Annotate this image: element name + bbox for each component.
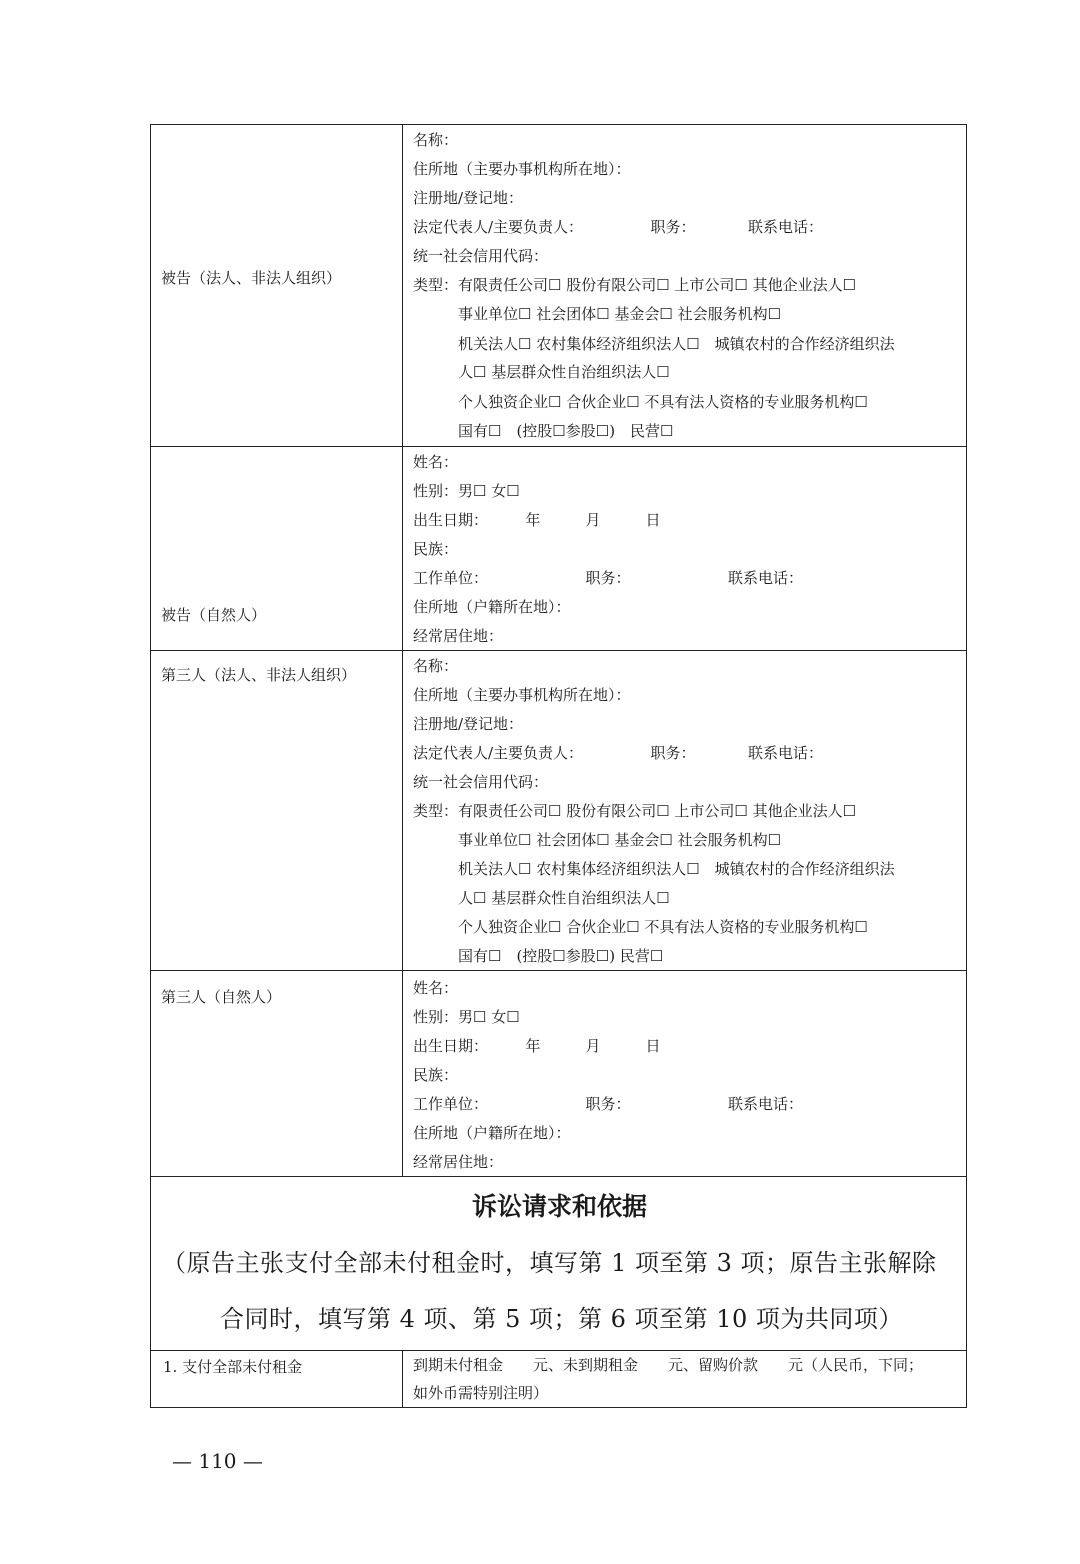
field-type-1: 类型：有限责任公司☐ 股份有限公司☐ 上市公司☐ 其他企业法人☐ [413, 802, 857, 820]
field-registration: 注册地/登记地： [413, 189, 524, 207]
field-employer: 工作单位： 职务： 联系电话： [413, 1095, 804, 1113]
field-household-domicile: 住所地（户籍所在地）： [413, 1124, 571, 1142]
field-ethnicity: 民族： [413, 1066, 459, 1084]
field-household-domicile: 住所地（户籍所在地）： [413, 598, 571, 616]
section-label-third-party-person: 第三人（自然人） [161, 988, 282, 1006]
field-name: 名称： [413, 131, 459, 149]
column-divider-claim [402, 1350, 403, 1408]
section-label-third-party-org: 第三人（法人、非法人组织） [161, 666, 357, 684]
field-type-3: 机关法人☐ 农村集体经济组织法人☐ 城镇农村的合作经济组织法 [413, 860, 895, 878]
claim-1-label: 1. 支付全部未付租金 [163, 1358, 303, 1376]
claims-title: 诉讼请求和依据 [471, 1192, 647, 1221]
field-type-3: 机关法人☐ 农村集体经济组织法人☐ 城镇农村的合作经济组织法 [413, 335, 895, 353]
field-employer: 工作单位： 职务： 联系电话： [413, 569, 804, 587]
field-gender: 性别：男☐ 女☐ [413, 482, 520, 500]
section-label-defendant-org: 被告（法人、非法人组织） [161, 269, 342, 287]
field-type-1: 类型：有限责任公司☐ 股份有限公司☐ 上市公司☐ 其他企业法人☐ [413, 276, 857, 294]
field-person-name: 姓名： [413, 453, 459, 471]
field-birthdate: 出生日期： 年 月 日 [413, 1037, 661, 1055]
field-domicile: 住所地（主要办事机构所在地）： [413, 686, 631, 704]
field-type-2: 事业单位☐ 社会团体☐ 基金会☐ 社会服务机构☐ [413, 831, 782, 849]
field-credit-code: 统一社会信用代码： [413, 247, 549, 265]
field-type-4: 人☐ 基层群众性自治组织法人☐ [413, 889, 670, 907]
row-divider [150, 1176, 967, 1177]
field-name: 名称： [413, 657, 459, 675]
field-residence: 经常居住地： [413, 1153, 504, 1171]
field-type-6: 国有☐ (控股☐参股☐) 民营☐ [413, 947, 664, 965]
field-type-6: 国有☐ (控股☐参股☐) 民营☐ [413, 422, 674, 440]
field-legal-rep: 法定代表人/主要负责人： 职务： 联系电话： [413, 744, 824, 762]
field-domicile: 住所地（主要办事机构所在地）： [413, 160, 631, 178]
row-divider [150, 650, 967, 651]
row-divider [150, 446, 967, 447]
field-type-2: 事业单位☐ 社会团体☐ 基金会☐ 社会服务机构☐ [413, 305, 782, 323]
field-gender: 性别：男☐ 女☐ [413, 1008, 520, 1026]
field-type-4: 人☐ 基层群众性自治组织法人☐ [413, 363, 670, 381]
field-registration: 注册地/登记地： [413, 715, 524, 733]
claim-1-detail-line-1: 到期未付租金 元、未到期租金 元、留购价款 元（人民币，下同； [413, 1356, 924, 1374]
row-divider [150, 970, 967, 971]
field-legal-rep: 法定代表人/主要负责人： 职务： 联系电话： [413, 218, 824, 236]
field-ethnicity: 民族： [413, 540, 459, 558]
field-type-5: 个人独资企业☐ 合伙企业☐ 不具有法人资格的专业服务机构☐ [413, 393, 868, 411]
row-divider [150, 1350, 967, 1351]
field-credit-code: 统一社会信用代码： [413, 773, 549, 791]
field-residence: 经常居住地： [413, 627, 504, 645]
field-birthdate: 出生日期： 年 月 日 [413, 511, 661, 529]
claims-note-line-1: （原告主张支付全部未付租金时，填写第 1 项至第 3 项；原告主张解除 [162, 1249, 937, 1277]
field-type-5: 个人独资企业☐ 合伙企业☐ 不具有法人资格的专业服务机构☐ [413, 918, 868, 936]
section-label-defendant-person: 被告（自然人） [161, 606, 267, 624]
field-person-name: 姓名： [413, 979, 459, 997]
claims-note-line-2: 合同时，填写第 4 项、第 5 项；第 6 项至第 10 项为共同项） [220, 1305, 903, 1333]
claim-1-detail-line-2: 如外币需特别注明） [413, 1384, 549, 1402]
page-number: — 110 — [172, 1449, 263, 1473]
